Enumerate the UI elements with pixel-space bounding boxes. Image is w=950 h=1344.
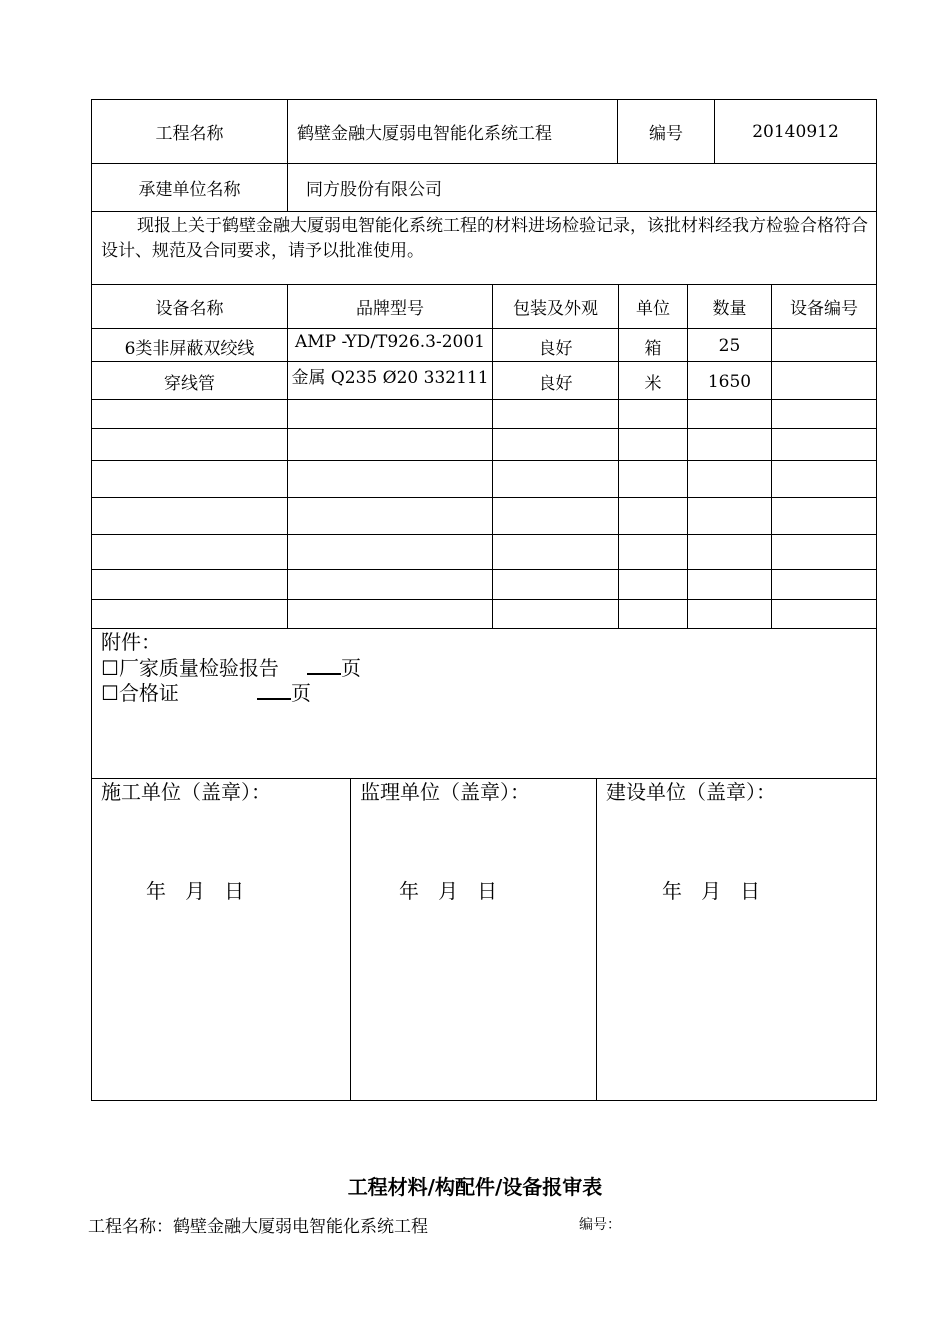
checkbox-icon: ☐ bbox=[101, 681, 119, 705]
cell-qty: 25 bbox=[718, 336, 741, 356]
signature-label-owner: 建设单位（盖章）： bbox=[606, 780, 776, 804]
table-border bbox=[91, 599, 877, 600]
signature-date-owner: 年 月 日 bbox=[662, 879, 761, 903]
page-count-blank bbox=[307, 655, 341, 675]
cell-model: AMP -YD/T926.3-2001 bbox=[295, 332, 485, 352]
statement-text: 现报上关于鹤壁金融大厦弱电智能化系统工程的材料进场检验记录，该批材料经我方检验合格符合设计、规范及合同要求，请予以批准使用。 bbox=[101, 216, 868, 261]
cell-equip-no bbox=[772, 331, 876, 361]
table-border bbox=[91, 211, 877, 212]
attachment-item bbox=[101, 680, 311, 706]
table-border bbox=[876, 99, 877, 1101]
cell-unit: 箱 bbox=[644, 338, 662, 359]
signature-date-supervision: 年 月 日 bbox=[399, 879, 498, 903]
number-value: 20140912 bbox=[752, 121, 839, 142]
next-form-title: 工程材料/构配件/设备报审表 bbox=[347, 1175, 603, 1199]
table-border bbox=[91, 460, 877, 461]
table-border bbox=[91, 428, 877, 429]
attachment-unit: 页 bbox=[290, 681, 311, 705]
cell-unit: 米 bbox=[644, 374, 662, 394]
signature-date-construction: 年 月 日 bbox=[146, 879, 245, 903]
table-border bbox=[91, 569, 877, 570]
col-header-name: 设备名称 bbox=[155, 299, 224, 319]
cell-model: 金属 Q235 Ø20 332111 bbox=[291, 367, 489, 388]
table-border bbox=[91, 99, 92, 1101]
attachment-item bbox=[101, 655, 361, 681]
table-border bbox=[287, 99, 288, 211]
cell-equip-no bbox=[772, 364, 876, 399]
next-form-number-label: 编号： bbox=[579, 1217, 621, 1233]
table-border bbox=[91, 628, 877, 629]
checkbox-icon: ☐ bbox=[101, 656, 119, 680]
attachment-text: 厂家质量检验报告 bbox=[118, 656, 279, 680]
page-count-blank bbox=[257, 680, 291, 700]
table-border bbox=[91, 399, 877, 400]
col-header-equip-no: 设备编号 bbox=[790, 299, 858, 319]
cell-name: 穿线管 bbox=[164, 374, 215, 394]
col-header-model: 品牌型号 bbox=[356, 299, 424, 319]
contractor-label: 承建单位名称 bbox=[138, 180, 241, 200]
cell-package: 良好 bbox=[538, 338, 573, 359]
cell-qty: 1650 bbox=[707, 371, 752, 392]
table-border bbox=[91, 534, 877, 535]
project-name-label: 工程名称 bbox=[155, 124, 224, 144]
attachments-label: 附件： bbox=[101, 630, 161, 654]
table-border bbox=[91, 497, 877, 498]
project-name-value: 鹤壁金融大厦弱电智能化系统工程 bbox=[297, 124, 552, 144]
attachment-unit: 页 bbox=[340, 656, 361, 680]
attachment-text: 合格证 bbox=[118, 681, 179, 705]
contractor-value: 同方股份有限公司 bbox=[306, 180, 442, 200]
col-header-qty: 数量 bbox=[712, 299, 747, 319]
table-border bbox=[350, 778, 351, 1100]
next-form-project-line: 工程名称：鹤壁金融大厦弱电智能化系统工程 bbox=[88, 1217, 428, 1237]
table-border bbox=[91, 1100, 877, 1101]
table-border bbox=[91, 778, 877, 779]
col-header-unit: 单位 bbox=[636, 299, 670, 319]
signature-label-supervision: 监理单位（盖章）： bbox=[360, 780, 530, 804]
cell-package: 良好 bbox=[538, 374, 573, 394]
number-label: 编号 bbox=[649, 124, 683, 144]
cell-name: 6类非屏蔽双绞线 bbox=[124, 338, 255, 359]
table-border bbox=[596, 778, 597, 1100]
signature-label-construction: 施工单位（盖章）： bbox=[101, 780, 271, 804]
col-header-package: 包装及外观 bbox=[513, 299, 598, 319]
